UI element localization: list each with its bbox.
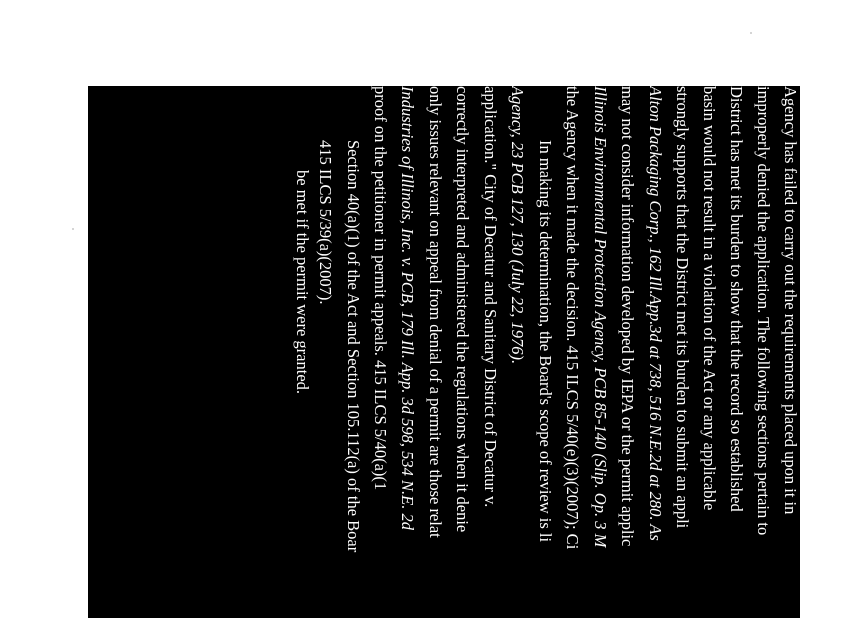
text-line: 415 ILCS 5/39(a)(2007). [316,140,335,305]
text-line: District has met its burden to show that the record so established [727,86,746,512]
text-line: only issues relevant on appeal from denial of a permit are those relat [426,86,445,538]
text-line: Alton Packaging Corp., 162 Ill.App.3d at 738, 516 N.E.2d at 280. As [646,86,665,541]
scan-speck [72,228,74,230]
text-line: In making its determination, the Board's scope of review is li [536,140,555,543]
text-line: improperly denied the application. The following sections pertain to [754,86,773,536]
scan-speck [750,32,752,34]
text-line: application and direct that the Agency issue the requested permit. [835,86,854,517]
text-line: Agency has failed to carry out the requirements placed upon it in [781,86,800,515]
text-line: Agency, 23 PCB 127, 130 (July 22, 1976). [508,86,527,365]
text-line: the Agency when it made the decision. 415 ILCS 5/40(e)(3)(2007); Ci [563,86,582,550]
text-line: proof on the petitioner in permit appeals. 415 ILCS 5/40(a)(1 [371,86,390,491]
text-line: basin would not result in a violation of the Act or any applicable [700,86,719,511]
scanned-page [88,86,854,618]
text-line: application. Accordingly, the Board should overturn the decision to [808,86,827,530]
page-text-block [88,86,854,596]
text-line: Section 40(a)(1) of the Act and Section 105.112(a) of the Boar [344,140,363,553]
text-line: be met if the permit were granted. [293,170,312,395]
text-line: Illinois Environmental Protection Agency, PCB 85-140 (Slip. Op. 3 M [591,86,610,548]
text-line: correctly interpreted and administered the regulations when it denie [453,86,472,533]
text-line: strongly supports that the District met its burden to submit an appli [673,86,692,529]
text-line: may not consider information developed by IEPA or the permit applic [618,86,637,547]
text-line: Industries of Illinois, Inc. v. PCB, 179 Ill. App. 3d 598, 534 N.E. 2d [398,86,417,530]
text-line: application." City of Decatur and Sanitary District of Decatur v. [481,86,500,508]
